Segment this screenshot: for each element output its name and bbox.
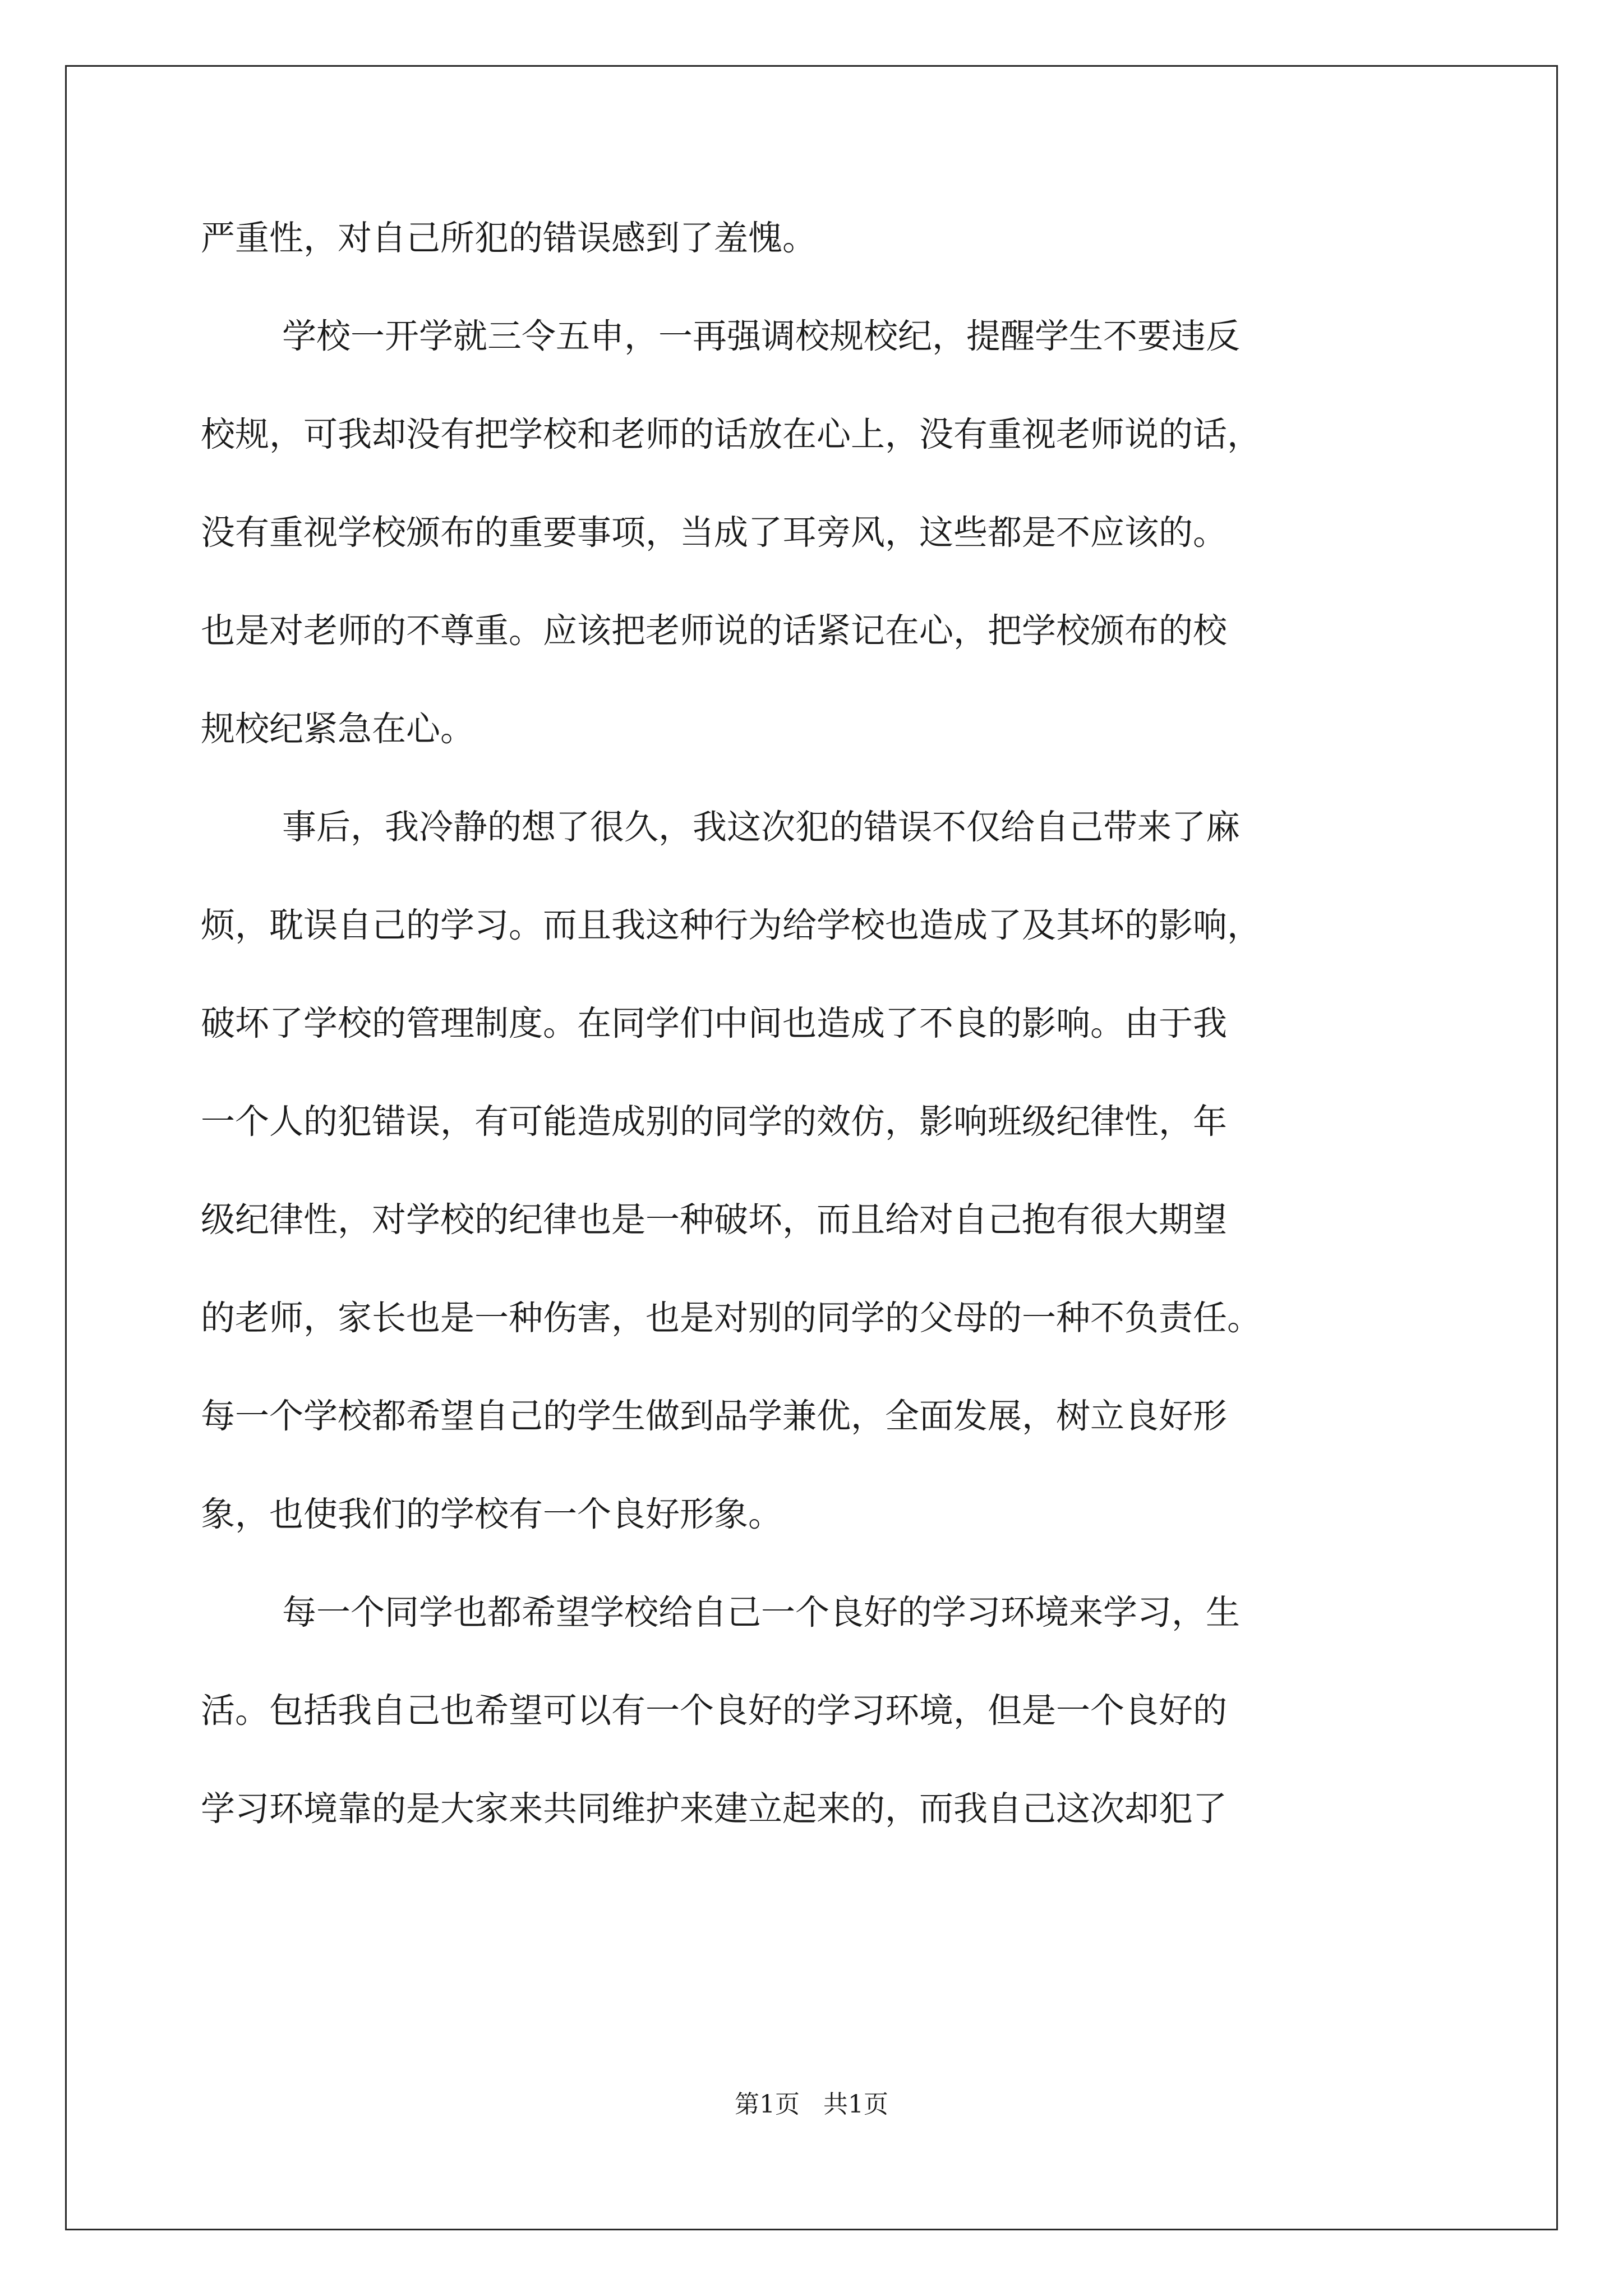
text-line: 破坏了学校的管理制度。在同学们中间也造成了不良的影响。由于我 (201, 1004, 1228, 1043)
text-line: 没有重视学校颁布的重要事项，当成了耳旁风，这些都是不应该的。 (201, 513, 1228, 553)
text-line: 级纪律性，对学校的纪律也是一种破坏，而且给对自己抱有很大期望 (201, 1200, 1228, 1240)
text-line: 每一个学校都希望自己的学生做到品学兼优，全面发展，树立良好形 (201, 1396, 1228, 1436)
text-line: 象，也使我们的学校有一个良好形象。 (201, 1494, 783, 1534)
page-total: 共1页 (823, 2090, 888, 2119)
text-line: 也是对老师的不尊重。应该把老师说的话紧记在心，把学校颁布的校 (201, 611, 1228, 651)
page-footer (0, 2084, 1623, 2120)
text-line: 烦，耽误自己的学习。而且我这种行为给学校也造成了及其坏的影响， (201, 905, 1262, 945)
text-line: 严重性，对自己所犯的错误感到了羞愧。 (201, 218, 817, 258)
page-number: 第1页 (735, 2090, 800, 2119)
text-line: 活。包括我自己也希望可以有一个良好的学习环境，但是一个良好的 (201, 1691, 1228, 1731)
text-line: 一个人的犯错误，有可能造成别的同学的效仿，影响班级纪律性，年 (201, 1102, 1228, 1142)
text-line: 学习环境靠的是大家来共同维护来建立起来的，而我自己这次却犯了 (201, 1789, 1228, 1829)
text-line: 规校纪紧急在心。 (201, 709, 475, 749)
text-line: 的老师，家长也是一种伤害，也是对别的同学的父母的一种不负责任。 (201, 1298, 1262, 1338)
text-line: 学校一开学就三令五申，一再强调校规校纪，提醒学生不要违反 (282, 316, 1241, 356)
text-line: 校规，可我却没有把学校和老师的话放在心上，没有重视老师说的话， (201, 415, 1262, 454)
text-line: 事后，我冷静的想了很久，我这次犯的错误不仅给自己带来了麻 (282, 807, 1241, 847)
text-line: 每一个同学也都希望学校给自己一个良好的学习环境来学习，生 (282, 1593, 1241, 1632)
